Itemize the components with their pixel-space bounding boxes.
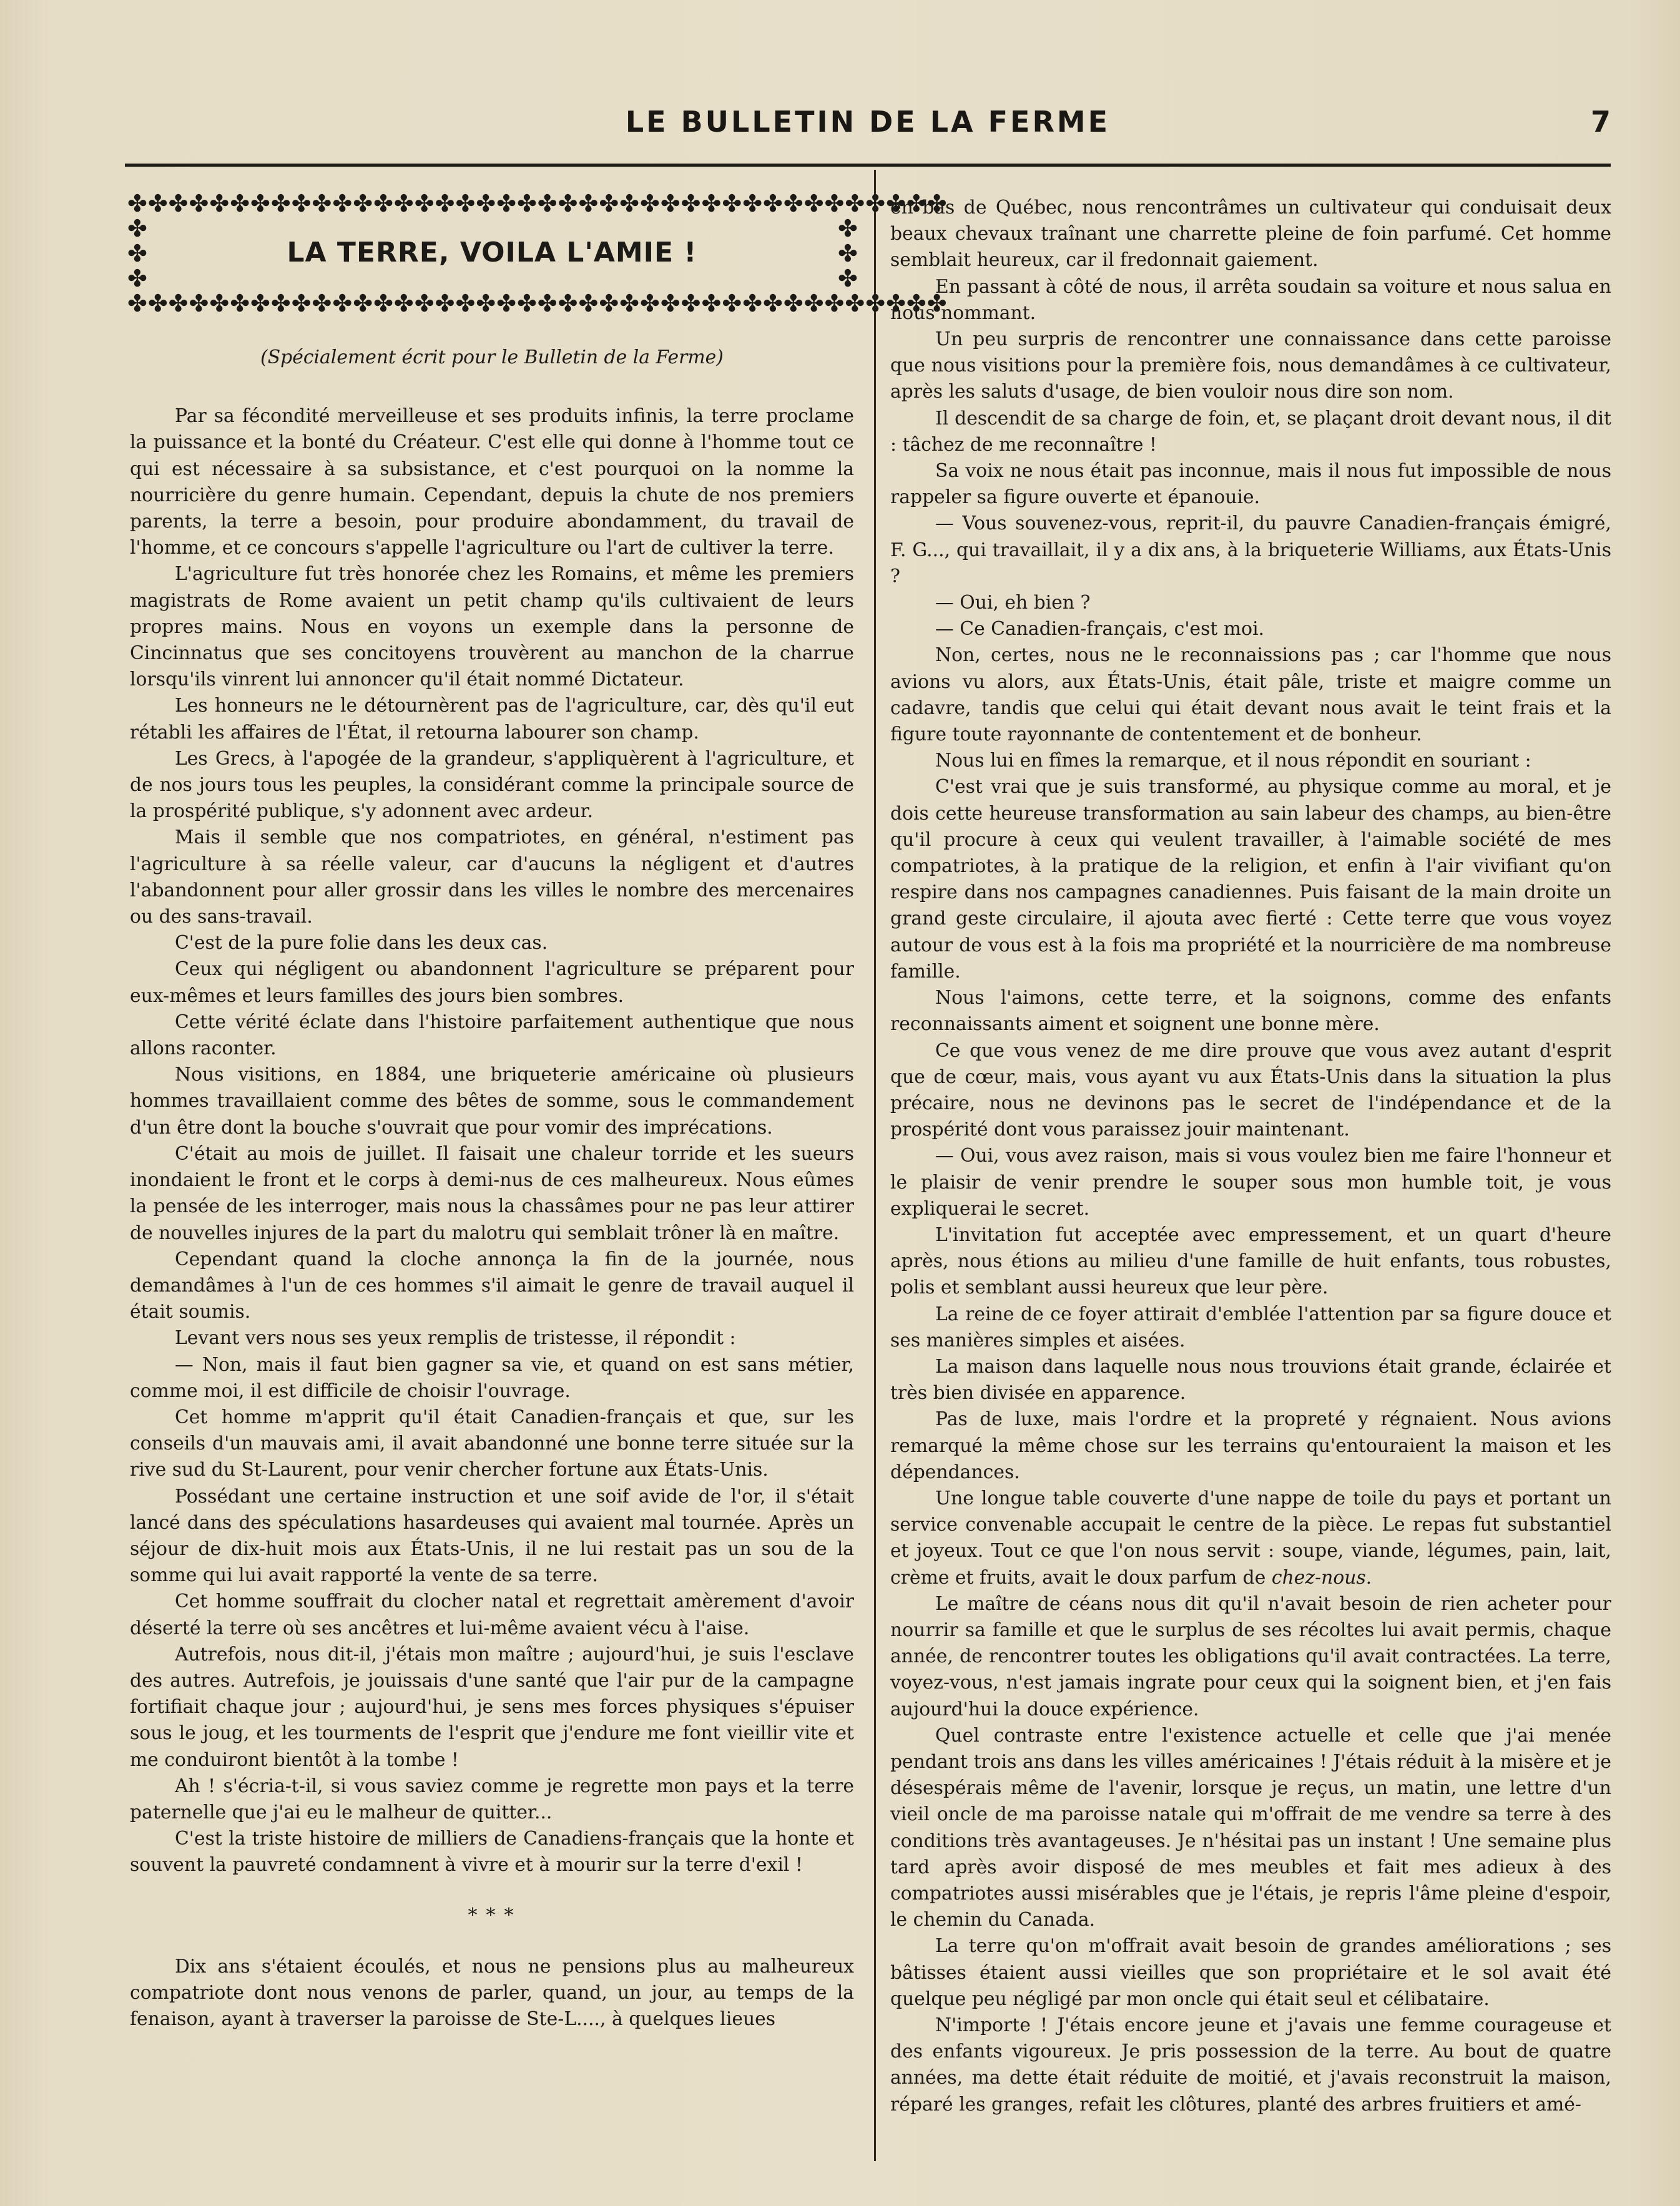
paragraph: C'était au mois de juillet. Il faisait une chaleur torride et les sueurs inondaient le front et le corps à demi-nus de ces malheureux. Nous eûmes la pensée de les interroger, mais nous la chassâmes pour ne pas leur attirer de nouvelles injures de la part du malotru qui semblait trôner là en maître. (130, 1142, 854, 1244)
paragraph: La terre qu'on m'offrait avait besoin de grandes améliorations ; ses bâtisses étaient aussi vieilles que son propriétaire et le sol avait été quelque peu négligé par mon oncle qui était seul et célibataire. (890, 1935, 1611, 2010)
paragraph: — Oui, vous avez raison, mais si vous voulez bien me faire l'honneur et le plaisir de venir prendre le souper sous mon humble toit, je vous expliquerai le secret. (890, 1145, 1611, 1220)
paragraph: Ceux qui négligent ou abandonnent l'agriculture se préparent pour eux-mêmes et leurs familles des jours bien sombres. (130, 958, 854, 1007)
left-paragraphs-after-separator (130, 1954, 854, 2033)
running-title: LE BULLETIN DE LA FERME (625, 105, 1111, 139)
paragraph: Autrefois, nous dit-il, j'étais mon maître ; aujourd'hui, je suis l'esclave des autres. Autrefois, je jouissais d'une santé que l'air pur de la campagne fortifiait chaque jour ; aujourd'hui, je sens mes forces physiques s'épuiser sous le joug, et les tourments de l'esprit que j'endure me font vieillir vite et me conduiront bientôt à la tombe ! (130, 1643, 854, 1771)
paragraph: Par sa fécondité merveilleuse et ses produits infinis, la terre proclame la puissance et la bonté du Créateur. C'est elle qui donne à l'homme tout ce qui est nécessaire à sa subsistance, et c'est pourquoi on la nomme la nourricière du genre humain. Cependant, depuis la chute de nos premiers parents, la terre a besoin, pour produire abondamment, du travail de l'homme, et ce concours s'appelle l'agriculture ou l'art de cultiver la terre. (130, 405, 854, 559)
paragraph: Les honneurs ne le détournèrent pas de l'agriculture, car, dès qu'il eut rétabli les affaires de l'État, il retourna labourer son champ. (130, 695, 854, 743)
paragraph: Non, certes, nous ne le reconnaissions pas ; car l'homme que nous avions vu alors, aux États-Unis, était pâle, triste et maigre comme un cadavre, tandis que celui qui était devant nous avait le teint frais et la figure toute rayonnante de contentement et de bonheur. (890, 644, 1611, 746)
paragraph: Un peu surpris de rencontrer une connaissance dans cette paroisse que nous visitions pour la première fois, nous demandâmes à ce cultivateur, après les saluts d'usage, de bien vouloir nous dire son nom. (890, 328, 1611, 403)
paragraph: — Vous souvenez-vous, reprit-il, du pauvre Canadien-français émigré, F. G..., qui travaillait, il y a dix ans, à la briqueterie Williams, aux États-Unis ? (890, 512, 1611, 587)
head-rule (125, 164, 1611, 167)
right-column (890, 195, 1611, 2118)
paragraph: Cet homme souffrait du clocher natal et regrettait amèrement d'avoir déserté la terre où ses ancêtres et lui-même avaient vécu à l'aise. (130, 1591, 854, 1639)
paragraph: Cependant quand la cloche annonça la fin de la journée, nous demandâmes à l'un de ces hommes s'il aimait le genre de travail auquel il était soumis. (130, 1248, 854, 1323)
paragraph: La maison dans laquelle nous nous trouvions était grande, éclairée et très bien divisée en apparence. (890, 1355, 1611, 1404)
ornament-border-top: ✤✤✤✤✤✤✤✤✤✤✤✤✤✤✤✤✤✤✤✤✤✤✤✤✤✤✤✤✤✤✤✤✤✤✤✤✤✤✤✤ (127, 190, 948, 217)
ornament-border-right: ✤ ✤ ✤ (838, 215, 858, 292)
article-title: LA TERRE, VOILA L'AMIE ! (287, 237, 697, 268)
paragraph: Les Grecs, à l'apogée de la grandeur, s'appliquèrent à l'agriculture, et de nos jours tous les peuples, la considérant comme la principale source de la prospérité publique, s'y adonnent avec ardeur. (130, 747, 854, 823)
meal-text: Une longue table couverte d'une nappe de toile du pays et portant un service convenable accupait le centre de la pièce. Le repas fut substantiel et joyeux. Tout ce que l'on nous servit : soupe, viande, légumes, pain, lait, crème et fruits, avait le doux parfum de (890, 1487, 1611, 1589)
ornament-border-left: ✤ ✤ ✤ (127, 215, 147, 292)
meal-italic: chez-nous (1271, 1566, 1366, 1589)
paragraph: C'est vrai que je suis transformé, au physique comme au moral, et je dois cette heureuse transformation au sain labeur des champs, au bien-être qu'il procure à ceux qui veulent travailler, à l'aimable société de mes compatriotes, à la pratique de la religion, et enfin à l'air vivifiant qu'on respire dans nos campagnes canadiennes. Puis faisant de la main droite un grand geste circulaire, il ajouta avec fierté : Cette terre que vous voyez autour de vous est à la fois ma propriété et la nourricière de ma nombreuse famille. (890, 776, 1611, 983)
paragraph: Ce que vous venez de me dire prouve que vous avez autant d'esprit que de cœur, mais, vous ayant vu aux États-Unis dans la situation la plus précaire, nous ne devinons pas le secret de l'indépendance et de la prospérité dont vous paraissez jouir maintenant. (890, 1039, 1611, 1141)
paragraph: Nous lui en fîmes la remarque, et il nous répondit en souriant : (935, 750, 1531, 772)
page-number: 7 (1590, 105, 1611, 139)
byline (130, 345, 854, 371)
byline-close: ) (716, 346, 724, 368)
paragraph: Quel contraste entre l'existence actuelle et celle que j'ai menée pendant trois ans dans les villes américaines ! J'étais réduit à la misère et je désespérais même de l'avenir, lorsque je reçus, un matin, une lettre d'un vieil oncle de ma paroisse natale qui m'offrait de me vendre sa terre à des conditions très avantageuses. Je n'hésitai pas un instant ! Une semaine plus tard après avoir disposé de mes meubles et fait mes adieux à des compatriotes aussi misérables que je l'étais, je repris l'âme pleine d'espoir, le chemin du Canada. (890, 1724, 1611, 1931)
paragraph: Levant vers nous ses yeux remplis de tristesse, il répondit : (175, 1327, 736, 1350)
paragraph: Cette vérité éclate dans l'histoire parfaitement authentique que nous allons raconter. (130, 1011, 854, 1060)
title-ornament-box (127, 190, 948, 317)
ornament-border-bottom: ✤✤✤✤✤✤✤✤✤✤✤✤✤✤✤✤✤✤✤✤✤✤✤✤✤✤✤✤✤✤✤✤✤✤✤✤✤✤✤✤ (127, 290, 948, 317)
left-column (127, 190, 948, 2032)
meal-end: . (1365, 1566, 1372, 1589)
paragraph: En passant à côté de nous, il arrêta soudain sa voiture et nous salua en nous nommant. (890, 275, 1611, 324)
byline-open: ( (260, 346, 268, 368)
paragraph: Pas de luxe, mais l'ordre et la propreté y régnaient. Nous avions remarqué la même chose sur les terrains qu'entouraient la maison et les dépendances. (890, 1408, 1611, 1483)
paragraph-meal (890, 1486, 1611, 1591)
paragraph: Possédant une certaine instruction et une soif avide de l'or, il s'était lancé dans des spéculations hasardeuses qui avaient mal tournée. Après un séjour de dix-huit mois aux États-Unis, il ne lui restait pas un sou de la somme qui lui avait rapporté la vente de sa terre. (130, 1485, 854, 1587)
paragraph: Cet homme m'apprit qu'il était Canadien-français et que, sur les conseils d'un mauvais ami, il avait abandonné une bonne terre située sur la rive sud du St-Laurent, pour venir chercher fortune aux États-Unis. (130, 1406, 854, 1481)
paragraph: Dix ans s'étaient écoulés, et nous ne pensions plus au malheureux compatriote dont nous venons de parler, quand, un jour, au temps de la fenaison, ayant à traverser la paroisse de Ste-L...., à quelques lieues (130, 1955, 854, 2031)
paragraph: en bas de Québec, nous rencontrâmes un cultivateur qui conduisait deux beaux chevaux traînant une charrette pleine de foin parfumé. Cet homme semblait heureux, car il fredonnait gaiement. (890, 197, 1611, 272)
paragraph: C'est la triste histoire de milliers de Canadiens-français que la honte et souvent la pauvreté condamnent à vivre et à mourir sur la terre d'exil ! (130, 1828, 854, 1876)
section-separator: * * * (468, 1904, 516, 1926)
column-rule (874, 170, 876, 2161)
paragraph: Nous l'aimons, cette terre, et la soignons, comme des enfants reconnaissants aiment et soignent une bonne mère. (890, 987, 1611, 1036)
paragraph: L'agriculture fut très honorée chez les Romains, et même les premiers magistrats de Rome avaient un petit champ qu'ils cultivaient de leurs propres mains. Nous en voyons un exemple dans la personne de Cincinnatus que ses concitoyens trouvèrent au manchon de la charrue lorsqu'ils vinrent lui annoncer qu'il était nommé Dictateur. (130, 563, 854, 691)
paragraph: Il descendit de sa charge de foin, et, se plaçant droit devant nous, il dit : tâchez de me reconnaître ! (890, 407, 1611, 456)
left-paragraphs (130, 403, 854, 1878)
paragraph: Le maître de céans nous dit qu'il n'avait besoin de rien acheter pour nourrir sa famille et que le surplus de ses récoltes lui avait permis, chaque année, de rencontrer toutes les obligations qu'il avait contractées. La terre, voyez-vous, n'est jamais ingrate pour ceux qui la soignent bien, et j'en fais aujourd'hui la douce expérience. (890, 1592, 1611, 1720)
paragraph: La reine de ce foyer attirait d'emblée l'attention par sa figure douce et ses manières simples et aisées. (890, 1303, 1611, 1351)
paragraph: — Non, mais il faut bien gagner sa vie, et quand on est sans métier, comme moi, il est difficile de choisir l'ouvrage. (130, 1353, 854, 1402)
paragraph: L'invitation fut acceptée avec empressement, et un quart d'heure après, nous étions au milieu d'une famille de huit enfants, tous robustes, polis et semblant aussi heureux que leur père. (890, 1223, 1611, 1299)
right-paragraphs (890, 274, 1611, 1486)
byline-text: Spécialement écrit pour le Bulletin de la Ferme (267, 346, 717, 368)
paragraph: — Ce Canadien-français, c'est moi. (935, 618, 1265, 640)
paragraph: Nous visitions, en 1884, une briqueterie américaine où plusieurs hommes travaillaient comme des bêtes de somme, sous le commandement d'un être dont la bouche s'ouvrait que pour vomir des imprécations. (130, 1064, 854, 1139)
paragraph: Ah ! s'écria-t-il, si vous saviez comme je regrette mon pays et la terre paternelle que j'ai eu le malheur de quitter... (130, 1775, 854, 1823)
paragraph: C'est de la pure folie dans les deux cas. (175, 932, 548, 954)
paragraph: N'importe ! J'étais encore jeune et j'avais une femme courageuse et des enfants vigoureux. Je pris possession de la terre. Au bout de quatre années, ma dette était réduite de moitié, et j'avais reconstruit la maison, réparé les granges, refait les clôtures, planté des arbres fruitiers et amé- (890, 2014, 1611, 2115)
paragraph: Sa voix ne nous était pas inconnue, mais il nous fut impossible de nous rappeler sa figure ouverte et épanouie. (890, 460, 1611, 509)
running-head (125, 105, 1611, 142)
right-paragraphs-end (890, 1591, 1611, 2118)
paragraph: Mais il semble que nos compatriotes, en général, n'estiment pas l'agriculture à sa réelle valeur, car d'aucuns la négligent et d'autres l'abandonnent pour aller grossir dans les villes le nombre des mercenaires ou des sans-travail. (130, 826, 854, 928)
paragraph: — Oui, eh bien ? (935, 592, 1091, 614)
